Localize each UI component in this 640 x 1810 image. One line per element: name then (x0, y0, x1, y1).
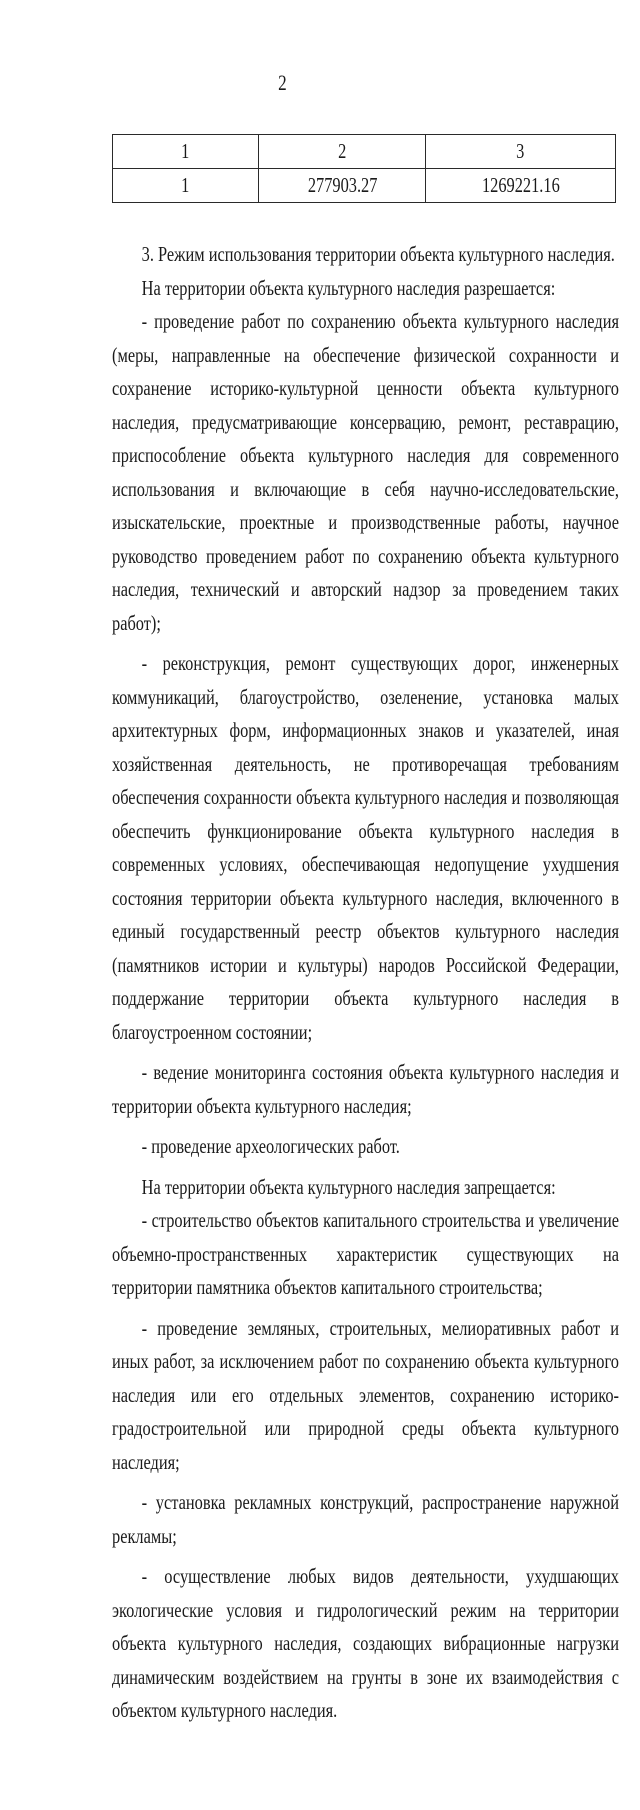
table-cell-x: 277903.27 (259, 169, 426, 203)
table-header-cell: 1 (113, 135, 259, 169)
section-title: 3. Режим использования территории объекта культурного наследия. (141, 242, 615, 266)
prohibited-item: - осуществление любых видов деятельности, ухудшающих экологические условия и гидрологический режим на территории объекта культурного наследия, создающих вибрационные нагрузки динамическим воздействием на грунты в зоне их взаимодействия с объектом культурного наследия. (112, 1564, 619, 1722)
document-body (112, 238, 619, 1728)
permitted-item: - ведение мониторинга состояния объекта культурного наследия и территории объекта культурного наследия; (112, 1060, 619, 1118)
page-number: 2 (278, 70, 287, 95)
table-cell-point: 1 (113, 169, 259, 203)
prohibited-item: - установка рекламных конструкций, распространение наружной рекламы; (112, 1490, 619, 1548)
permitted-item: - проведение археологических работ. (141, 1134, 400, 1158)
table-header-row (113, 135, 616, 169)
prohibited-item: - строительство объектов капитального строительства и увеличение объемно-пространственных характеристик существующих на территории памятника объектов капитального строительства; (112, 1208, 619, 1299)
table-header-cell: 2 (259, 135, 426, 169)
prohibited-intro: На территории объекта культурного наследия запрещается: (141, 1174, 556, 1199)
table-cell-y: 1269221.16 (426, 169, 616, 203)
coordinates-table (112, 134, 616, 203)
permitted-item: - проведение работ по сохранению объекта культурного наследия (меры, направленные на обеспечение физической сохранности и сохранение историко-культурной ценности объекта культурного наследия, предусматривающие консервацию, ремонт, реставрацию, приспособление объекта культурного наследия для современного использования и включающие в себя научно-исследовательские, изыскательские, проектные и производственные работы, научное руководство проведением работ по сохранению объекта культурного наследия, технический и авторский надзор за проведением таких работ); (112, 309, 619, 635)
table-row (113, 169, 616, 203)
permitted-item: - реконструкция, ремонт существующих дорог, инженерных коммуникаций, благоустройство, озеленение, установка малых архитектурных форм, информационных знаков и указателей, иная хозяйственная деятельность, не противоречащая требованиям обеспечения сохранности объекта культурного наследия и позволяющая обеспечить функционирование объекта культурного наследия в современных условиях, обеспечивающая недопущение ухудшения состояния территории объекта культурного наследия, включенного в единый государственный реестр объектов культурного наследия (памятников истории и культуры) народов Российской Федерации, поддержание территории объекта культурного наследия в благоустроенном состоянии; (112, 651, 619, 1044)
permitted-intro: На территории объекта культурного наследия разрешается: (141, 275, 556, 300)
prohibited-item: - проведение земляных, строительных, мелиоративных работ и иных работ, за исключением работ по сохранению объекта культурного наследия или его отдельных элементов, сохранению историко-градостроительной или природной среды объекта культурного наследия; (112, 1315, 619, 1474)
table-header-cell: 3 (426, 135, 616, 169)
